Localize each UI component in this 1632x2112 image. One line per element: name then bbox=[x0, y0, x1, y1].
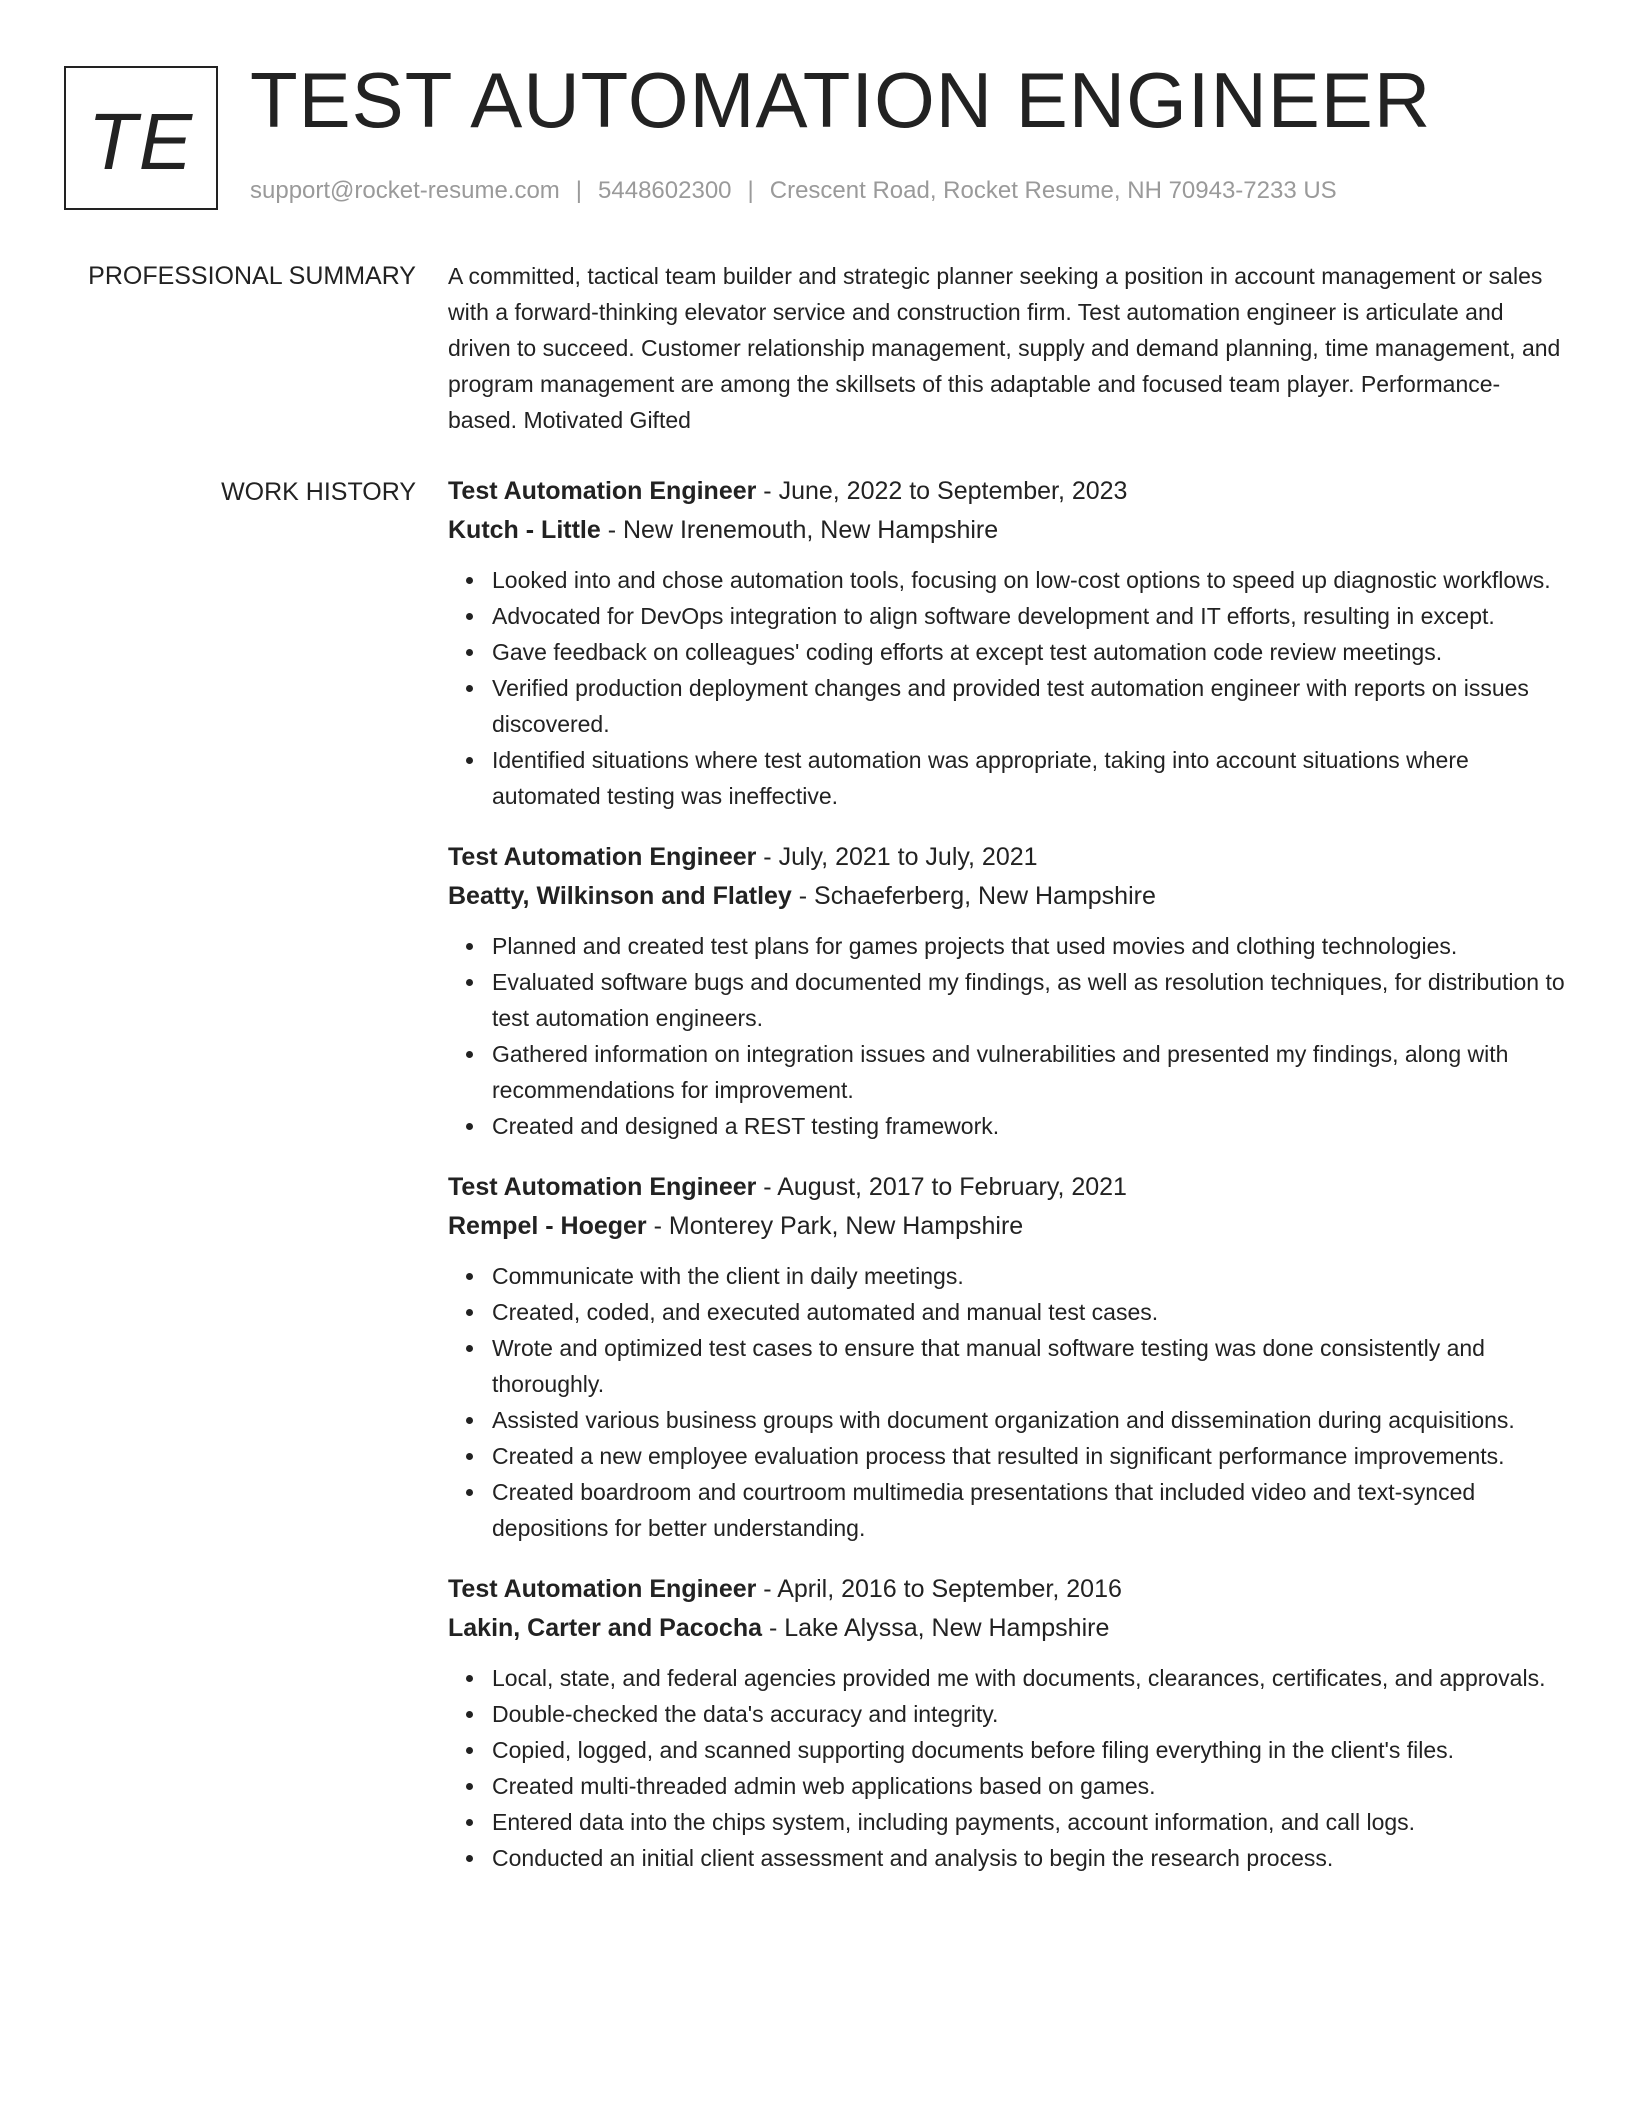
section-label-summary: PROFESSIONAL SUMMARY bbox=[88, 262, 416, 290]
job-location: - New Irenemouth, New Hampshire bbox=[600, 516, 999, 544]
list-item: Evaluated software bugs and documented my findings, as well as resolution techniques, for distribution to test automation engineers. bbox=[448, 964, 1568, 1036]
job-title-line bbox=[448, 472, 1568, 511]
contact-phone: 5448602300 bbox=[598, 177, 732, 204]
contact-address: Crescent Road, Rocket Resume, NH 70943-7233 US bbox=[769, 177, 1337, 204]
job-dates: - April, 2016 to September, 2016 bbox=[756, 1575, 1122, 1603]
list-item: Local, state, and federal agencies provided me with documents, clearances, certificates, and approvals. bbox=[448, 1660, 1568, 1696]
job-location: - Schaeferberg, New Hampshire bbox=[791, 882, 1156, 910]
list-item: Wrote and optimized test cases to ensure that manual software testing was done consistently and thoroughly. bbox=[448, 1330, 1568, 1402]
job-bullets bbox=[448, 928, 1568, 1144]
job-company: Rempel - Hoeger bbox=[448, 1212, 647, 1240]
list-item: Created a new employee evaluation process that resulted in significant performance improvements. bbox=[448, 1438, 1568, 1474]
list-item: Assisted various business groups with document organization and dissemination during acquisitions. bbox=[448, 1402, 1568, 1438]
contact-separator: | bbox=[575, 177, 583, 204]
job-title: Test Automation Engineer bbox=[448, 843, 757, 871]
list-item: Created and designed a REST testing framework. bbox=[448, 1108, 1568, 1144]
job-bullets bbox=[448, 1258, 1568, 1546]
job-bullets bbox=[448, 1660, 1568, 1876]
job-location: - Lake Alyssa, New Hampshire bbox=[762, 1614, 1110, 1642]
job-entry bbox=[448, 1168, 1568, 1546]
job-company: Beatty, Wilkinson and Flatley bbox=[448, 882, 792, 910]
list-item: Looked into and chose automation tools, focusing on low-cost options to speed up diagnostic workflows. bbox=[448, 562, 1568, 598]
contact-line bbox=[250, 174, 1590, 208]
job-company-line bbox=[448, 877, 1568, 916]
list-item: Communicate with the client in daily meetings. bbox=[448, 1258, 1568, 1294]
list-item: Created multi-threaded admin web applications based on games. bbox=[448, 1768, 1568, 1804]
job-company-line bbox=[448, 511, 1568, 550]
job-title-line bbox=[448, 1168, 1568, 1207]
job-title: Test Automation Engineer bbox=[448, 1173, 757, 1201]
job-entry bbox=[448, 1570, 1568, 1876]
list-item: Verified production deployment changes and provided test automation engineer with reports on issues discovered. bbox=[448, 670, 1568, 742]
list-item: Created boardroom and courtroom multimedia presentations that included video and text-synced depositions for better understanding. bbox=[448, 1474, 1568, 1546]
job-dates: - August, 2017 to February, 2021 bbox=[756, 1173, 1127, 1201]
job-dates: - July, 2021 to July, 2021 bbox=[756, 843, 1038, 871]
list-item: Gathered information on integration issues and vulnerabilities and presented my findings, along with recommendations for improvement. bbox=[448, 1036, 1568, 1108]
list-item: Identified situations where test automation was appropriate, taking into account situations where automated testing was ineffective. bbox=[448, 742, 1568, 814]
job-title-line bbox=[448, 838, 1568, 877]
job-title-line bbox=[448, 1570, 1568, 1609]
job-entry bbox=[448, 472, 1568, 814]
monogram-initials: TE bbox=[87, 97, 195, 186]
summary-text: A committed, tactical team builder and strategic planner seeking a position in account management or sales with a forward-thinking elevator service and construction firm. Test automation engineer is articulate and driven to succeed. Customer relationship management, supply and demand planning, time management, and program management are among the skillsets of this adaptable and focused team player. Performance-based. Motivated Gifted bbox=[448, 263, 1561, 433]
job-company: Kutch - Little bbox=[448, 516, 601, 544]
section-label-work-history: WORK HISTORY bbox=[221, 478, 416, 506]
job-dates: - June, 2022 to September, 2023 bbox=[756, 477, 1128, 505]
list-item: Gave feedback on colleagues' coding efforts at except test automation code review meetings. bbox=[448, 634, 1568, 670]
job-company: Lakin, Carter and Pacocha bbox=[448, 1614, 763, 1642]
contact-separator: | bbox=[747, 177, 754, 204]
job-company-line bbox=[448, 1207, 1568, 1246]
job-location: - Monterey Park, New Hampshire bbox=[646, 1212, 1024, 1240]
job-title: Test Automation Engineer bbox=[448, 477, 757, 505]
list-item: Advocated for DevOps integration to align software development and IT efforts, resulting in except. bbox=[448, 598, 1568, 634]
list-item: Planned and created test plans for games projects that used movies and clothing technologies. bbox=[448, 928, 1568, 964]
list-item: Copied, logged, and scanned supporting documents before filing everything in the client's files. bbox=[448, 1732, 1568, 1768]
list-item: Conducted an initial client assessment and analysis to begin the research process. bbox=[448, 1840, 1568, 1876]
list-item: Double-checked the data's accuracy and integrity. bbox=[448, 1696, 1568, 1732]
resume-title: TEST AUTOMATION ENGINEER bbox=[250, 56, 1432, 144]
job-bullets bbox=[448, 562, 1568, 814]
job-list bbox=[448, 472, 1568, 1900]
list-item: Created, coded, and executed automated and manual test cases. bbox=[448, 1294, 1568, 1330]
job-company-line bbox=[448, 1609, 1568, 1648]
job-entry bbox=[448, 838, 1568, 1144]
job-title: Test Automation Engineer bbox=[448, 1575, 757, 1603]
list-item: Entered data into the chips system, including payments, account information, and call logs. bbox=[448, 1804, 1568, 1840]
contact-email: support@rocket-resume.com bbox=[250, 177, 560, 204]
monogram-box bbox=[64, 66, 218, 210]
